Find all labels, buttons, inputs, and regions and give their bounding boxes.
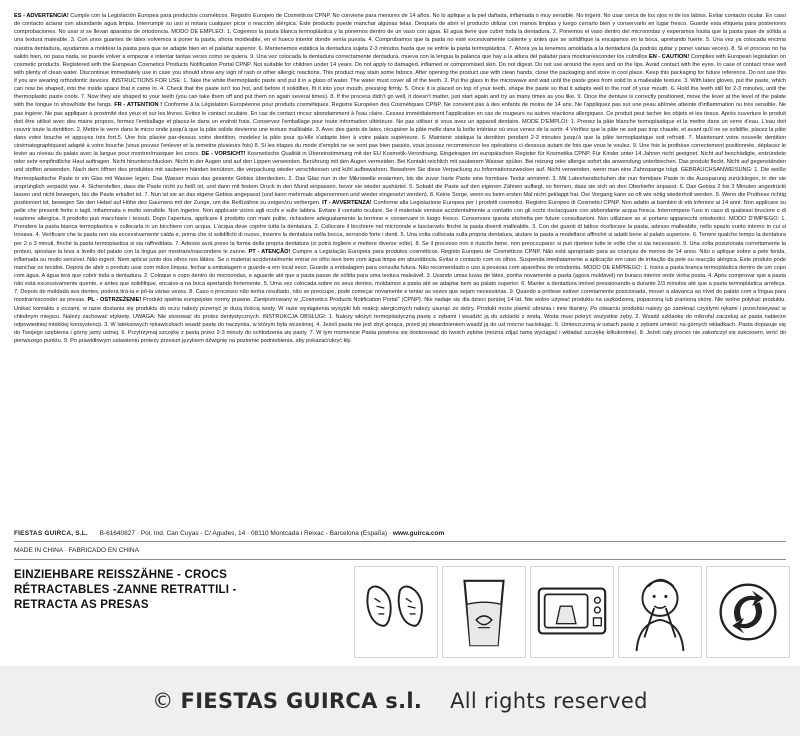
language-marker: EN - CAUTION! — [648, 53, 690, 60]
language-marker: FR - ATTENTION ! — [114, 102, 163, 109]
language-marker: IT - AVVERTENZA! — [322, 199, 372, 206]
divider — [14, 541, 786, 542]
watermark-brand: FIESTAS GUIRCA s.l. — [180, 689, 423, 713]
instruction-text: Conforme à la Législation Européenne pour produits cosmétiques. Registre Européen des Cosmétiques CPNP. Ne convient pas à des enfants de moins de 14 ans. Ne l'appliquez pas sur une peau abîmée atteinte d'inflammation ou très sensible. Ne pas ingérer. Ne pas appliquer à proximité des yeux et sur les lèvres. Evitez le contact oculaire. En cas de contact rincez abondamment à l'eau claire. Cessez immédiatement l'application en cas de rougeurs ou autres réactions allergiques. Ce produit peut tacher les objets et les tissus. Après ouverture le produit doit être utilisé avec des mains propres, fermez l'emballage et placez-le dans un endroit frais. Conservez l'emballage pour toute information ultérieure. Ne pas utiliser si vous avez un appareil dentaire. MODE D'EMPLOI: 1. Prenez la pâte blanche termoplastique et la mettre dans un verre d'eau. L'eau doit couvrir toute la dentition. 2. Mettre le verre dans le micro onde jusqu'à que la pâte solide devienne une texture malléable. 3. Avec des gants de latex, récupérer la pâte molle dans la boîte intérieur où vous venez de la sortir. 4 Vérifiez que la pâte ne soit pas trop chaude, et avant qu'il ne se solidifie, placez la pâte dans votre bouche et appuyez très fort.5. Une fois placée par-dessus votre dentition, modelez la pâte pour qu'elle s'adapte bien à votre palais supérieure. 6. Maintenir statique la dentition pendant 2-3 minutes jusqu'à que la pâte termoplastique soit refroidi. 7. Maintenant votre nouvelle dentition cinématographiquest adapté à votre bouche (vous pouvez l'enlever et la remettre plusieurs fois) 8. Si les étapes du mode d'emploi ne se sont pas bien passés, vous pouvez recommencer les opérations ci-dessous autant de fois que vous le voulez. 9. Une fois la prothèse correctement positionnée, déplacez le levier au niveau du palais avec la langue pour montrer/masquer les crocs. — [14, 102, 786, 158]
glass-of-water-icon — [442, 566, 526, 658]
instruction-text: Cumple con la Legislación Europea para productos cosméticos. Registro Europeo de Cosméticos CPNP. No conviene para menores de 14 años. No lo aplique a la piel dañada, inflamada o muy sensible. No ingerir. No usar cerca de los ojos ni de los labios. Evitar contacto ocular. En caso de contacto aclarar con abundante agua limpia. Interrumpir su uso si notara cualquier picor o reacción alérgica. Este producto puede manchar algunas telas. Después de abrir el producto utilizar con manos limpias y luego cerrarlo bien y conservarlo en lugar fresco. Guarde esta etiqueta para posteriores comprobaciones. No usar si se llevan aparatos de ortodoncia. MODO DE EMPLEO: 1. Cogemos la pasta blanca termoplástica y la ponemos dentro de un vaso con agua. El agua tiene que cubrir toda la dentadura. 2. Ponemos el vaso dentro del microondas y esperamos hasta que la pasta pase de sólida a una textura maleable. 3. Con unos guantes de látex volvemos a poner la pasta, ahora moldeable, en el hueco interior donde venía puesta. 4. Comprobamos que la pasta no esté excesivamente caliente y antes que se solidifique la encajamos en la boca, apretando fuerte. 5. Una vez ya colocada encima nuestra dentadura, ayudamos a moldear la pasta para que se adapte bien en el paladar superior. 6. Mantenemos estática la dentadura sujeta 2-3 minutos hasta que se enfríe la pasta termoplástica. 7. Ahora ya la tenemos amoldada a la dentadura (la podrás quitar y poner varias veces). 8. Si el proceso no ha salido bien, no pasa nada, se puede volver a empezar e intentar tantas veces como se quiera. 9. Una vez colocada la dentadura correctamente dentadura, mueva con la lengua la palanca que hay a la altura del paladar para mostrar/esconder los colmillos — [14, 13, 786, 60]
instruction-text: Complies with European legislation on cosmetic products. Registered with the European Cosmetics Products Notification Portal CPNP. Not suitable for children under 14 years. Do not apply to damaged, inflamed or compromised skin. Do not digest. Do not use around the eyes and on the lips. Avoid contact with the eyes. In case of contact rinse well with plenty of clean water. Discontinue immediately use in case you should show any sign of rash or other allergic reactions. This product may stain some fabrics. After opening the product use with clean hands, close the packaging and store in cool place. Keep this packaging for future reference. Do not use this if you are wearing orthodontic devices. INSTRUCTIONS FOR USE: 1. Take the white thermoplastic paste and put it in a glass of water. The water must cover all of the teeth. 2. Put the glass in the microwave and wait until the paste goes from solid to a malleable texture. 3. With latex gloves, put the paste, which can now be shaped, into the inside space that it came in. 4. Check that the paste isn't too hot, and before it solidifies, fit it into your mouth, pressing firmly. 5. Once it is placed on top of your teeth, shape the paste so that it adapts well to the roof of your mouth. 6. Hold the teeth still for 2-3 minutes, until the thermoplastic paste cools. 7. Now they are shaped to your teeth (you can take them off and put them on again several times). 8. If the process didn't go well, it doesn't matter, just start again and try as many times as you like. 9. Once the denture is correctly positioned, move the lever at the level of the palate with the tongue to show/hide the fangs. — [14, 53, 786, 109]
instruction-text: Conforme alla Legislazione Europea per i prodotti cosmetici. Registro Europeo di Cosmetici CPNP. Non adatto ai bambini di età inferiore ai 14 anni. Non applicare su pelle che presenti ferite o tagli, infiammata o molto sensibile. Non ingerire. Non applicare vicino agli occhi e sulle labbra. Evitare il contatto oculare. Se il materiale venisse accidentalmente a contatto con gli occhi risciacquare con abbondante acqua fresca. Interrompere l'uso in caso di qualsiasi bruciore o di reazione allergica. Il prodotto può macchiare i tessuti. Dopo l'apertura, applicare il prodotto con mani pulite, richiudere adeguatamente la terrinne e conservare in luogo fresco. Conservare questa etichetta per future consultazioni. Non utilizzare se si portano apparecchi ortodontici. MODO D'IMPIEGO: 1. Prendere la pasta bianca termoplastica e collocarla in un bicchiere con acqua. L'acqua deve coprire tutta la dentatura. 2. Collocare il bicchiere nel microonde e lasciarvelo finché la pasta diventi malleabile. 3. Con dei guanti di lattice ricollocare la pasta, adesso malleabile, nello spazio vuoto interno in cui si trovava. 4. Verificare che la pasta non sia eccessivamente calda e, prima che si solidifichi di nuovo, inserire la dentatura nella bocca, serrando forte i denti. 5. Una volta collocata sulla propria dentatura, aiutare la pasta a modellarsi affinché si adatti bene al palato superiore. 6. Tenere qualche tempo la dentatura per 2 o 3 minuti, finché la pasta termoplastica si sia raffreddata. 7. Adesso avrà preso la forma della propria dentatura (si potrà togliere e mettere diverse volte). 8. Se il processo non è riuscito bene, non preoccuparsi: si può ripetere tutte le volte che si sia necessario. 9. Una volta posizionata correttamente la protesi, spostare la leva a livello del palato con la lingua per mostrare/nascondere le zanne. — [14, 199, 786, 255]
company-cif: B-61640827 — [99, 530, 135, 537]
instruction-text: Kosmetische Qualität in Übereinstimmung mit der EU Kosmetik-Verordnung. Eingetragen im europäischen Register für Kosmetika CPNP. Für Kinder unter 14 Jahren nicht geeignet. Nicht auf beschädigte, entzündete oder sehr empfindliche Haut auftragen. Nicht hinunterschlucken. Nicht in der Augen und auf den Lippen verwenden. Berührung mit den Augen vermeiden. Bei Kontakt reichlich mit sauberem Wasser spülen. Bei reizung oder allergie sofort die anwendung unterbrechen. Das produkt fleckt. Nicht auf gegenständen und stoffen anwenden. Nach dem öffnen des produktes mit sauberen händen benützen, die verpackung wieder verschliessen und kühl aufbewahren. Bewahren Sie diese Verpackung zu Informationszwecken auf. Nicht verwenden, wenn man eine Zahnspange trägt. GEBRAUCHSANWEISUNG: 1. Die weiße thermoplastische Paste in ein Glas mit Wasser legen. Das Wasser muss das gesamte Gebiss überdecken. 2. Das Glas nun in der Mikrowelle erwärmen, bis die zuvor harte Paste eine formbare Textur annimmt. 3. Mit Latexhandschuhen die nun formbare Paste in die Aussparung zurücklegen, in der sie ursprünglich verpackt war. 4. Sicherstellen, dass die Paste nicht zu heiß ist, und dann mit festem Druck in den Mund einpassen, bevor sie wieder aushärtet. 5. Sobald die Paste auf den eigenen Zähnen aufliegt, so formen, dass sie sich an den Oberkiefer anpasst. 6. Das Gebiss 2 bis 3 Minuten angedrückt lassen und nicht bewegen, bis die Paste erkaltet ist. 7. Nun ist sie an das eigene Gebiss angepasst (und kann mehrmals abgenommen und wieder eingesetzt werden). 8. Keine Sorge, wenn es beim ersten Mal nicht geklappt hat. Der Vorgang kann so oft wie nötig wiederholt werden. 9. Wenn die Prothese richtig positioniert ist, bewegen Sie den Hebel auf Höhe des Gaumens mit der Zunge, um die Reißzähne zu zeigen/zu verbergen. — [14, 151, 786, 206]
product-name-line: RETRACTA AS PRESAS — [14, 599, 149, 611]
divider — [14, 559, 786, 560]
country-of-origin: MADE IN CHINA · FABRICADO EN CHINA — [14, 547, 139, 554]
language-marker: PL - OSTRZEŻENIE! — [87, 297, 142, 304]
multilingual-instructions — [14, 12, 786, 522]
thermoplastic-paste-icon — [354, 566, 438, 658]
company-website[interactable]: www.guirca.com — [392, 530, 445, 537]
company-info: FIESTAS GUIRCA, S.L. B-61640827 · Pol. Ind. Can Cuyas - C/ Agudes, 14 · 08110 Montcada i Reixac - Barcelona (España) · www.guirca.com — [14, 530, 445, 537]
language-marker: PT - ATENÇÃO! — [248, 248, 291, 255]
copyright-watermark — [0, 666, 800, 736]
company-name: FIESTAS GUIRCA, S.L. — [14, 530, 88, 537]
instruction-text: Cumpre a Legislação Europeia para produtos cosméticos. Registo Europeu de Cosméticos CPNP. Não está apropriado para as crianças de menos de 14 anos. Não o aplique sobre a pele ferida, inflamada ou muito sensível. Não ingerir. Nem aplicar junto dos olhos nos lábios. Se o material accidentalmente entrar no olho lave bem com água limpa em abundância. Evitar o contacto com os olhos. Suspenda imediatamente a aplicação em caso de irritação da pele ou reacção alérgica. Este produto pode manchar os tecidos. Depois de abrir o produto usar com mãos limpas, fechar a embalagem e guarde-a em local seco. Guarde a embalagem para consulta futura. Não recomendado o uso à pessoas com aparelhos de ortodontia. MODO DE EMPREGO: 1. Insira a pasta branca termoplástica dentro de um copo com água. A água terá que cobrir toda a dentadura. 2. Coloque o copo dentro do microondas, e aguarde até que a pasta passe de sólida para uma textura maleável. 3. Usando umas luvas de látex, ponha novamente a pasta (agora moldável) no buraco interior onde vinha posta. 4. Após comprovar que a pasta não está excessivamente quente, e antes que solidifique, encaixe-a na boca apertando fortemente. 5. Uma vez colocada sobre os seus dentes, moldamos a pasta até se adaptar bem ao palato superior. 6. Manter a dentadura imóvel pressionando-a durante 2/3 minutos até que a pasta termoplástica arrefeça. 7. Depois de moldada aos dentes, poderá tirá-la e pô-la várias vezes. 8. Caso o processo não tenha resultado, não se preocupe, pode começar novamente e tentar as vezes que sejam necessárias. 9. Quando a prótese estiver corretamente posicionada, mover a alavanca ao nível do palato com a língua para mostrar/esconder as presas. — [14, 248, 786, 304]
language-marker: ES - ADVERTENCIA! — [14, 13, 69, 19]
fitting-in-mouth-icon — [618, 566, 702, 658]
recycling-icon — [706, 566, 790, 658]
copyright-symbol: © — [152, 689, 174, 713]
instruction-pictograms — [354, 566, 790, 658]
product-name — [14, 568, 374, 613]
instruction-text: Produkt spełnia europejskie normy prawne. Zarejestrowany w „Cosmetics Products Notification Portal" (CPNP). Nie nadaje się dla dzieci poniżej 14 lat. Nie wolno używać produktu na uszkodzoną, poparzoną lub zranioną skórę. Nie wolno połykać produktu. Unikać kontaktu z oczami, w razie dostania się produktu do oczu należy przemyć je dużą ilością wody. W razie wystąpienia wysypki lub reakcji alergicznych należy usunąć ze skóry. Produkt może plamić ubrania i inne tkaniny. Po otwarciu produktu należy go zamknąć czystymi rękami i przechowywać w chłodnym miejscu. Należy zachować etykietę. UWAGA: Nie stosować do protez dentystycznych. INSTRUKCJA OBSŁUGI: 1. Należy włożyć termoplastyczną pastę z zębami i wsadzić ją do szklanki z wodą. Woda musi pokryć wszystkie zęby. 2. Wsadź szklankę do mikrofal zaczekaj aż pasta nabierze odpowiedniej miękkiej konsystencji. 3. W lateksowych rękawiczkach wsadź pastę do naczynka, w którym była wcześniej. 4. Jeżeli pasta nie jest zbyt gorąca, przed jej stwardnieniem wsadź ją do ust mocno naciskając. 5. Umieszczoną w ustach pastę z zębami umieść na górnych wkładkach. Pasta dopasuje się do Twojego uzębienia i górny jamy ustnej. 6. Przytrzymaj szczękę z pastą przez 2-3 minuty do schłodzenia się pasty. 7. W tym momencie Pasta powinna się dostosować do twoich zębów (można zdjąć tamę wyciągać i wkładać szczękę kilkukrotnie). 8. Jeżeli cały proces nie zakończył się sukcesem, wróć do pierwszego punktu. 9. Po prawidłowym ustawieniu protezy przesuń językiem dźwignię na poziomie podniebienia, aby pokazać/ukryć kły. — [14, 297, 786, 344]
language-marker: DE - VORSICHT! — [201, 151, 246, 158]
watermark-text — [152, 689, 647, 713]
watermark-rights: All rights reserved — [450, 689, 648, 713]
company-address: Pol. Ind. Can Cuyas - C/ Agudes, 14 · 08110 Montcada i Reixac - Barcelona (España) — [140, 530, 388, 537]
product-name-line: RÉTRACTABLES -ZANNE RETRATTILI - — [14, 584, 237, 596]
product-name-line: EINZIEHBARE REISSZÄHNE - CROCS — [14, 569, 228, 581]
microwave-icon — [530, 566, 614, 658]
